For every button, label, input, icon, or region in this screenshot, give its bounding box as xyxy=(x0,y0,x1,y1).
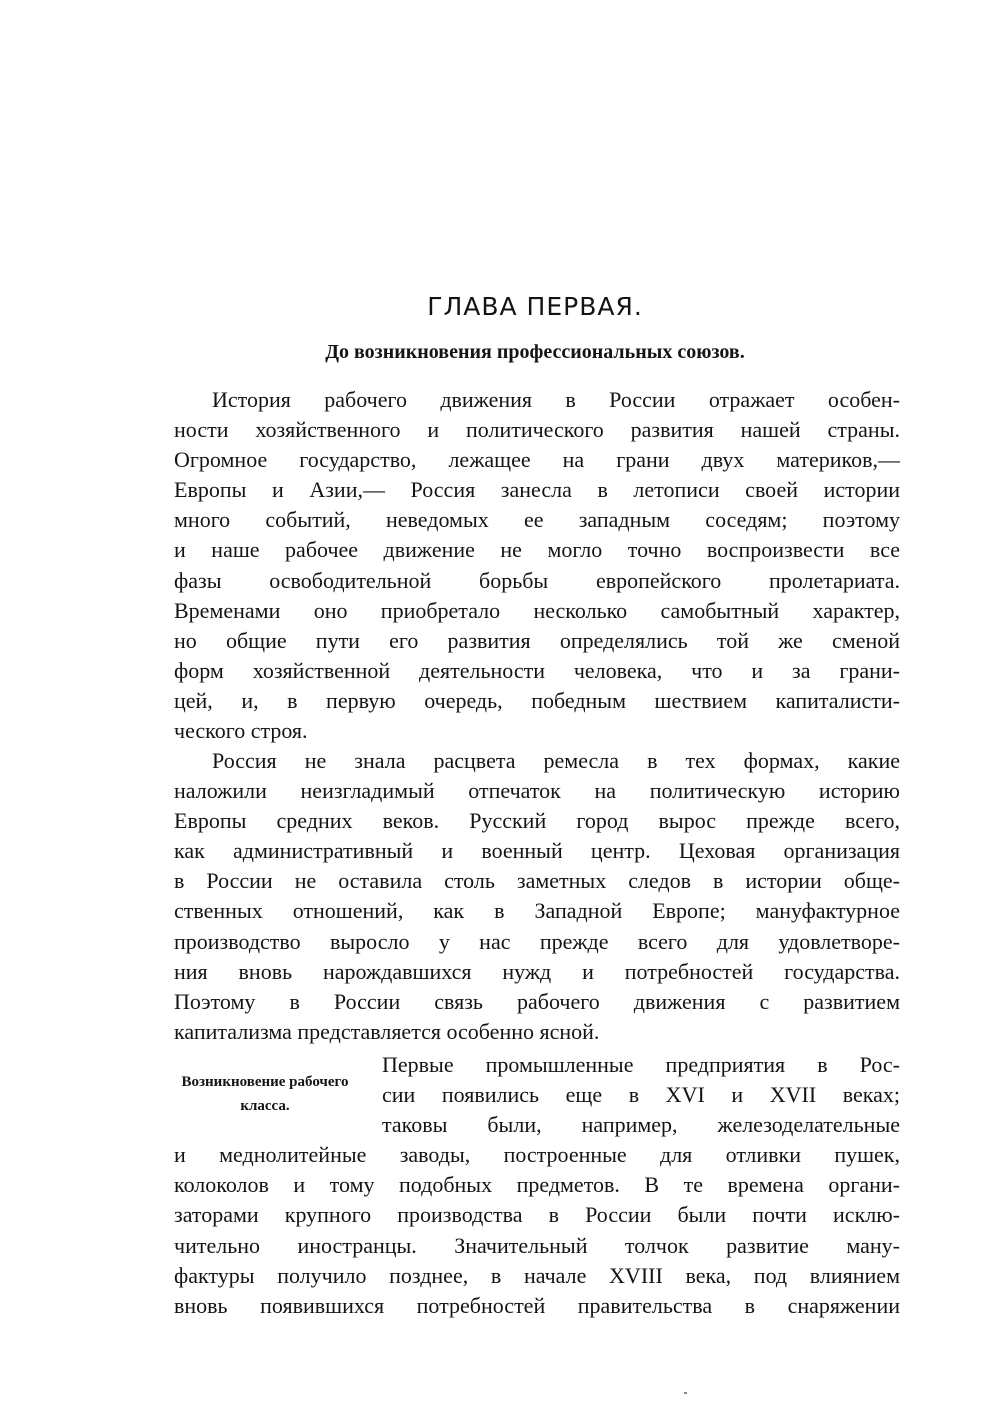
text-line: форм хозяйственной деятельности человека, что и за грани- xyxy=(174,657,900,683)
text-line: капитализма представляется особенно ясной. xyxy=(174,1018,600,1044)
text-line: производство выросло у нас прежде всего для удовлетворе- xyxy=(174,928,900,954)
text-line: много событий, неведомых ее западным соседям; поэтому xyxy=(174,507,900,533)
text-line: вновь появившихся потребностей правительства в снаряжении xyxy=(174,1292,900,1318)
text-line: сии появились еще в XVI и XVII веках; xyxy=(382,1082,900,1108)
paragraph-3 xyxy=(174,1050,900,1321)
text-line: Поэтому в России связь рабочего движения с развитием xyxy=(174,988,900,1014)
text-line: чительно иностранцы. Значительный толчок развитие ману- xyxy=(174,1232,900,1258)
text-line: но общие пути его развития определялись той же сменой xyxy=(174,627,900,653)
print-speck xyxy=(684,1392,687,1394)
text-line: ческого строя. xyxy=(174,718,308,744)
margin-note: Возникновение рабочего класса. xyxy=(181,1074,349,1114)
text-line: Временами оно приобретало несколько самобытный характер, xyxy=(174,597,900,623)
text-line: История рабочего движения в России отражает особен- xyxy=(212,387,900,412)
text-line: и меднолитейные заводы, построенные для отливки пушек, xyxy=(174,1142,900,1168)
text-line: колоколов и тому подобных предметов. В те времена органи- xyxy=(174,1172,900,1198)
paragraph-2 xyxy=(174,746,900,1047)
text-line: ния вновь нарождавшихся нужд и потребностей государства. xyxy=(174,958,900,984)
text-line: Европы и Азии,— Россия занесла в летописи своей истории xyxy=(174,477,900,503)
text-line: заторами крупного производства в России были почти исклю- xyxy=(174,1202,900,1228)
text-line: ственных отношений, как в Западной Европе; мануфактурное xyxy=(174,898,900,924)
text-line: фазы освободительной борьбы европейского пролетариата. xyxy=(174,567,900,593)
chapter-title: ГЛАВА ПЕРВАЯ. xyxy=(427,292,643,321)
text-line: Огромное государство, лежащее на грани двух материков,— xyxy=(174,447,900,473)
chapter-subtitle: До возникновения профессиональных союзов. xyxy=(325,341,745,363)
text-line: таковы были, например, железоделательные xyxy=(382,1112,900,1138)
text-line: фактуры получило позднее, в начале XVIII века, под влиянием xyxy=(174,1262,900,1288)
paragraph-1 xyxy=(174,385,900,746)
text-line: цей, и, в первую очередь, победным шествием капиталисти- xyxy=(174,687,900,713)
text-line: Европы средних веков. Русский город вырос прежде всего, xyxy=(174,808,900,834)
text-line: Россия не знала расцвета ремесла в тех формах, какие xyxy=(212,748,900,773)
text-line: в России не оставила столь заметных следов в истории обще- xyxy=(174,868,900,894)
text-line: ности хозяйственного и политического развития нашей страны. xyxy=(174,417,900,443)
text-line: как административный и военный центр. Цеховая организация xyxy=(174,838,900,864)
text-line: и наше рабочее движение не могло точно воспроизвести все xyxy=(174,537,900,563)
text-line: наложили неизгладимый отпечаток на политическую историю xyxy=(174,778,900,804)
text-line: Первые промышленные предприятия в Рос- xyxy=(382,1052,900,1077)
